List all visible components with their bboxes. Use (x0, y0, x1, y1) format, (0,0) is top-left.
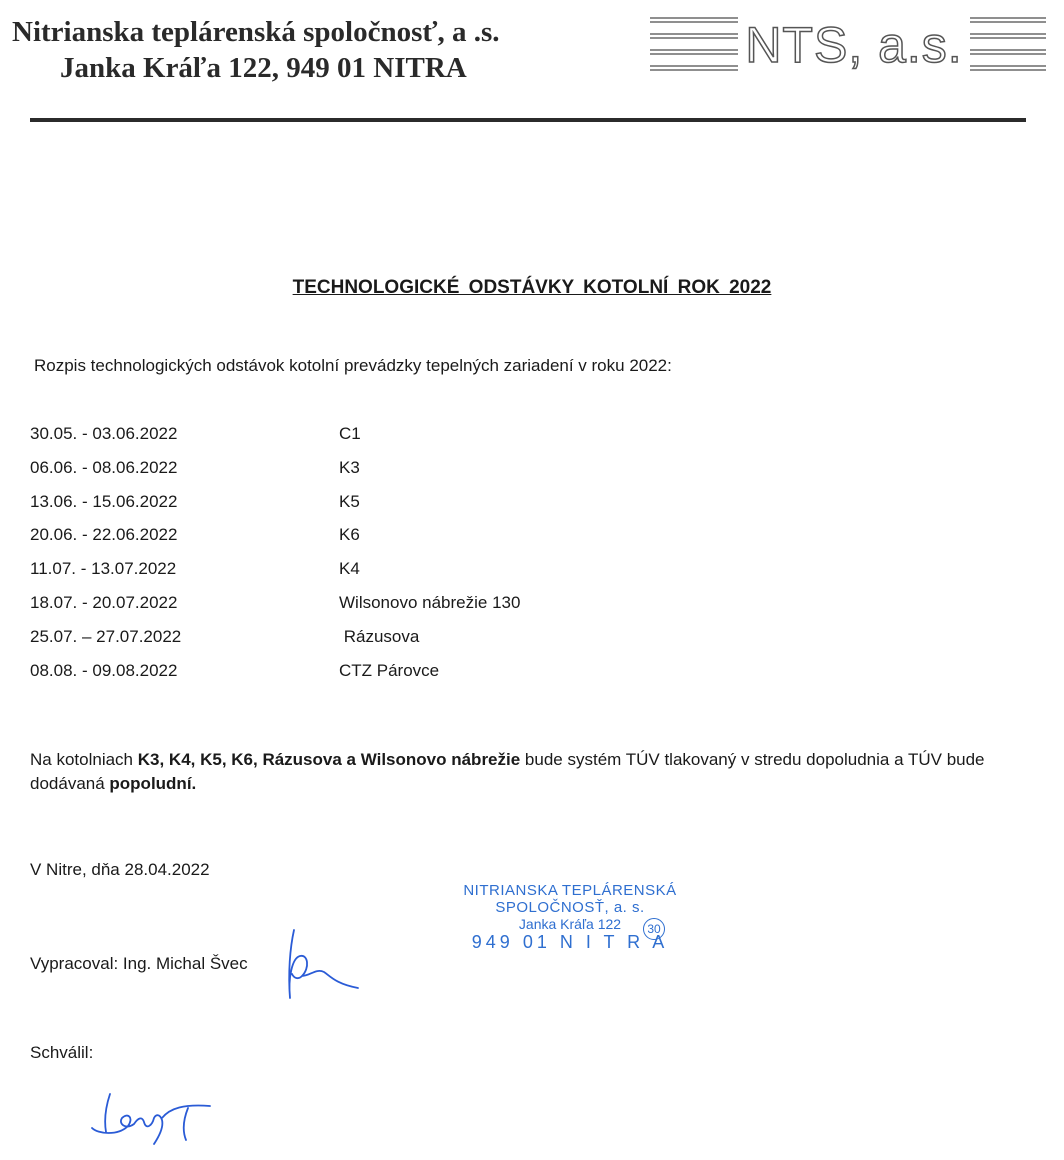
schedule-dates: 06.06. - 08.06.2022 (30, 457, 178, 477)
intro-text: Rozpis technologických odstávok kotolní prevádzky tepelných zariadení v roku 2022: (34, 356, 672, 375)
schedule-dates: 13.06. - 15.06.2022 (30, 491, 178, 511)
header-divider (30, 118, 1026, 122)
place-date: V Nitre, dňa 28.04.2022 (30, 860, 210, 879)
schedule-dates: 20.06. - 22.06.2022 (30, 525, 178, 545)
schedule-unit: CTZ Párovce (339, 660, 440, 680)
company-name: Nitrianska teplárenská spoločnosť, a .s. (12, 16, 500, 48)
stamp-line: 949 01 N I T R A (471, 932, 669, 952)
company-address: Janka Kráľa 122, 949 01 NITRA (60, 52, 467, 84)
approved-by: Schválil: (30, 1043, 94, 1062)
note-bold-popoludni: popoludní. (109, 774, 197, 793)
note-text: bude systém TÚV tlakovaný v stredu dopoludnia a TÚV bude dodávaná (30, 750, 985, 793)
prepared-by: Vypracoval: Ing. Michal Švec (30, 954, 248, 973)
company-stamp (440, 882, 700, 953)
company-logo (650, 12, 1046, 78)
schedule-dates: 08.08. - 09.08.2022 (30, 660, 178, 680)
schedule-dates: 11.07. - 13.07.2022 (30, 559, 177, 579)
stamp-line: NITRIANSKA TEPLÁRENSKÁ (463, 882, 677, 899)
stamp-code: 30 (643, 918, 665, 940)
note-text: Na kotolniach (30, 750, 138, 769)
schedule-dates: 18.07. - 20.07.2022 (30, 592, 178, 612)
stamp-line: Janka Kráľa 122 (518, 916, 622, 932)
schedule-unit: K5 (339, 491, 360, 511)
signature-approved (88, 1088, 218, 1148)
schedule-dates: 30.05. - 03.06.2022 (30, 424, 178, 443)
company-header (12, 14, 612, 86)
schedule-unit: Rázusova (339, 626, 420, 646)
schedule-unit: K6 (339, 525, 360, 545)
schedule-dates: 25.07. – 27.07.2022 (30, 626, 182, 646)
logo-text: NTS, a.s. (738, 16, 970, 74)
schedule-unit: C1 (339, 424, 361, 443)
document-title: TECHNOLOGICKÉ ODSTÁVKY KOTOLNÍ ROK 2022 (292, 277, 772, 298)
stamp-line: SPOLOČNOSŤ, a. s. (495, 899, 645, 916)
schedule-unit: K4 (339, 559, 360, 579)
schedule-unit: K3 (339, 457, 360, 477)
schedule-unit: Wilsonovo nábrežie 130 (339, 592, 521, 612)
signature-prepared (280, 918, 370, 1008)
tuv-note (30, 748, 1030, 796)
note-bold-kotolne: K3, K4, K5, K6, Rázusova a Wilsonovo nábrežie (137, 750, 521, 769)
